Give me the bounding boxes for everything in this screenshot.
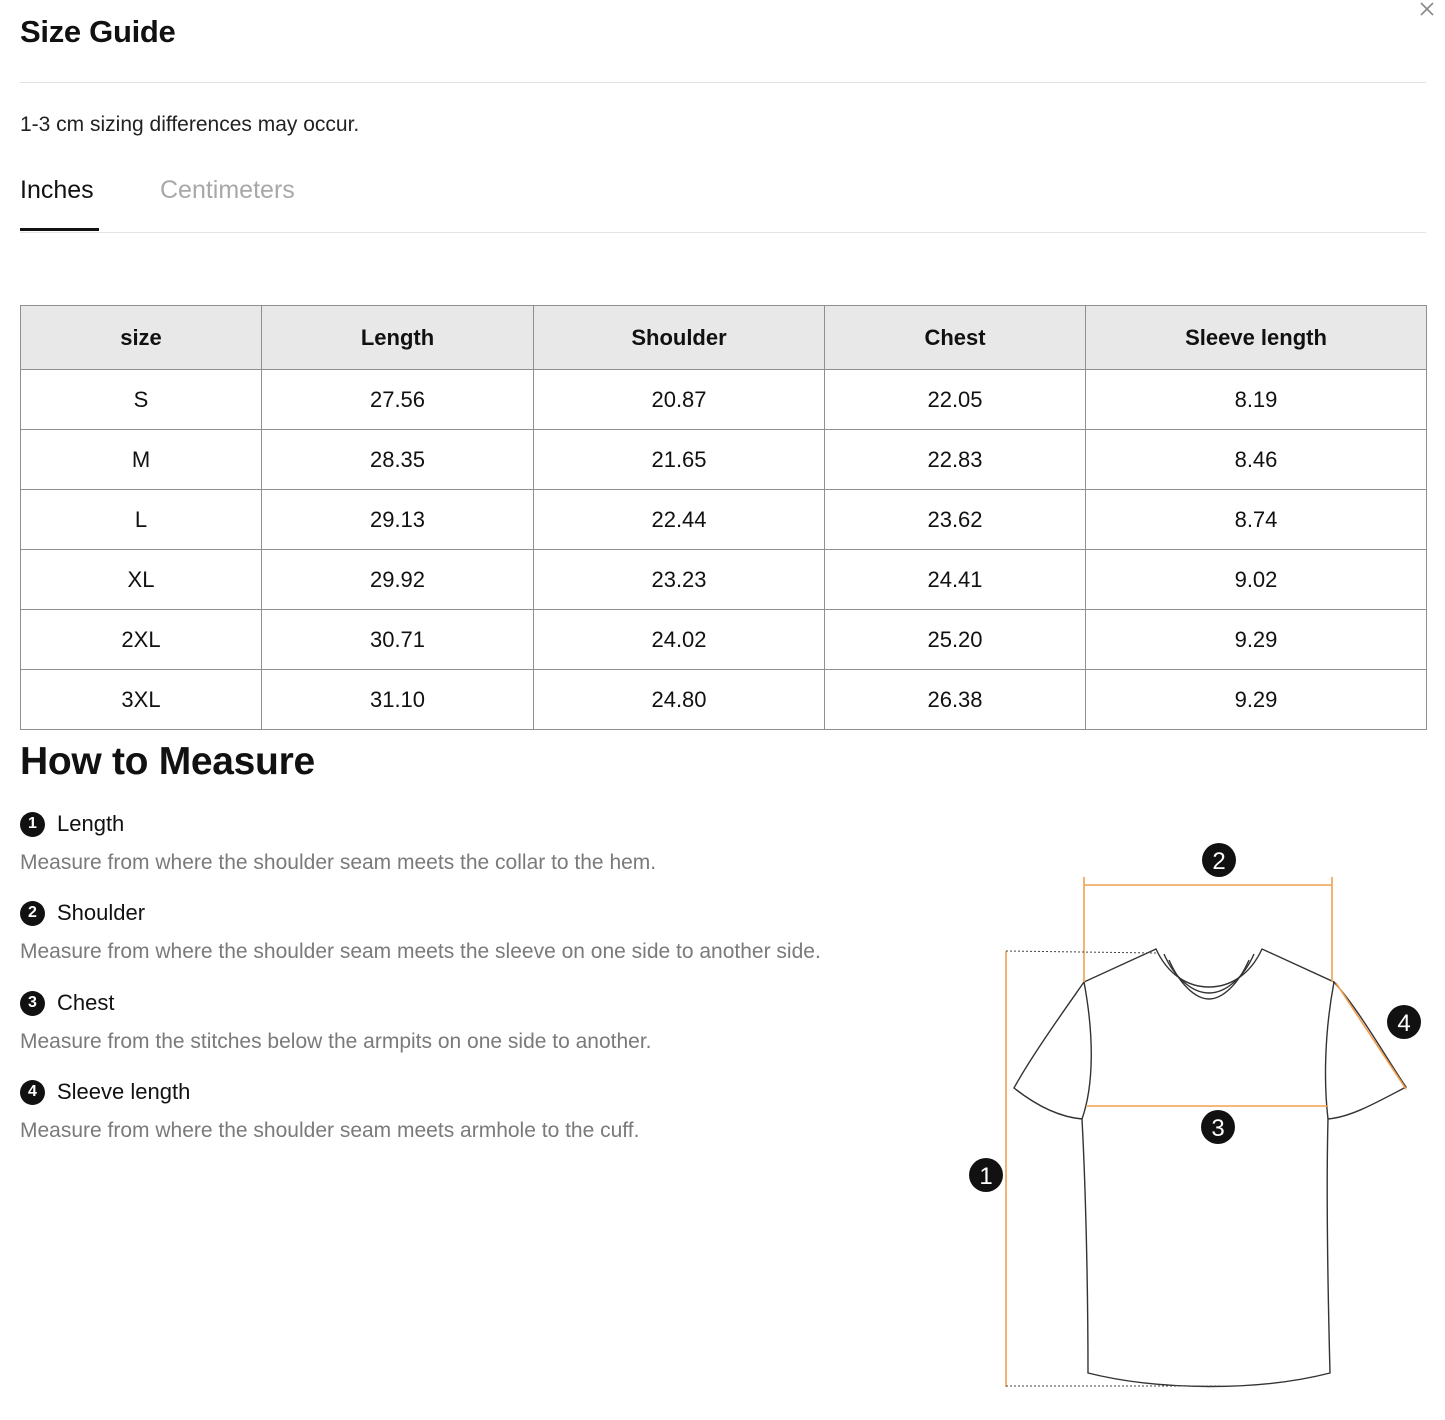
marker-4-label: 4 <box>1397 1010 1411 1037</box>
table-cell: 29.13 <box>262 490 534 550</box>
close-button[interactable] <box>1414 0 1440 22</box>
table-cell: 9.29 <box>1086 610 1427 670</box>
table-row <box>21 670 1427 730</box>
number-1-icon: 1 <box>20 812 45 837</box>
number-4-icon: 4 <box>20 1080 45 1105</box>
tshirt-diagram-icon <box>960 835 1430 1405</box>
col-header-shoulder: Shoulder <box>534 306 825 370</box>
table-cell: 27.56 <box>262 370 534 430</box>
table-cell: 20.87 <box>534 370 825 430</box>
tab-centimeters[interactable]: Centimeters <box>160 176 295 204</box>
table-cell: 24.41 <box>825 550 1086 610</box>
col-header-chest: Chest <box>825 306 1086 370</box>
marker-2-label: 2 <box>1212 848 1226 875</box>
table-cell: 8.19 <box>1086 370 1427 430</box>
number-2-icon: 2 <box>20 901 45 926</box>
measure-description: Measure from where the shoulder seam meets armhole to the cuff. <box>20 1119 640 1142</box>
measure-description: Measure from the stitches below the armpits on one side to another. <box>20 1030 652 1053</box>
marker-3-label: 3 <box>1211 1115 1225 1142</box>
measure-item-sleeve-length <box>20 1077 640 1142</box>
table-cell: 31.10 <box>262 670 534 730</box>
col-header-length: Length <box>262 306 534 370</box>
measure-label: Length <box>57 811 125 836</box>
table-cell: 24.02 <box>534 610 825 670</box>
size-table <box>20 305 1427 730</box>
marker-1-label: 1 <box>979 1163 993 1190</box>
measure-item-shoulder <box>20 898 821 963</box>
col-header-size: size <box>21 306 262 370</box>
tab-inches[interactable]: Inches <box>20 170 99 231</box>
table-cell: 22.44 <box>534 490 825 550</box>
table-cell: XL <box>21 550 262 610</box>
table-cell: 8.46 <box>1086 430 1427 490</box>
table-cell: 22.83 <box>825 430 1086 490</box>
marker-2-icon <box>1202 843 1236 877</box>
number-3-icon: 3 <box>20 991 45 1016</box>
table-cell: 22.05 <box>825 370 1086 430</box>
measure-description: Measure from where the shoulder seam meets the sleeve on one side to another side. <box>20 940 821 963</box>
table-cell: 21.65 <box>534 430 825 490</box>
header-divider <box>20 82 1426 83</box>
col-header-sleeve-length: Sleeve length <box>1086 306 1427 370</box>
table-cell: 25.20 <box>825 610 1086 670</box>
unit-tabs <box>20 170 1426 233</box>
table-row <box>21 550 1427 610</box>
close-icon <box>1414 0 1440 22</box>
table-cell: 28.35 <box>262 430 534 490</box>
table-cell: 3XL <box>21 670 262 730</box>
table-row <box>21 370 1427 430</box>
table-row <box>21 610 1427 670</box>
table-header-row <box>21 306 1427 370</box>
marker-4-icon <box>1387 1005 1421 1039</box>
tshirt-diagram <box>960 835 1430 1405</box>
marker-3-icon <box>1201 1110 1235 1144</box>
table-cell: 29.92 <box>262 550 534 610</box>
table-cell: 2XL <box>21 610 262 670</box>
table-row <box>21 430 1427 490</box>
how-to-measure-heading: How to Measure <box>20 740 315 783</box>
measure-label: Shoulder <box>57 900 146 925</box>
table-cell: S <box>21 370 262 430</box>
measure-item-chest <box>20 988 652 1053</box>
measure-item-length <box>20 809 657 874</box>
table-cell: 30.71 <box>262 610 534 670</box>
measure-label: Sleeve length <box>57 1079 191 1104</box>
sizing-note: 1-3 cm sizing differences may occur. <box>20 113 360 136</box>
measure-label: Chest <box>57 990 115 1015</box>
table-cell: 23.62 <box>825 490 1086 550</box>
modal-title: Size Guide <box>20 14 176 49</box>
table-cell: L <box>21 490 262 550</box>
table-row <box>21 490 1427 550</box>
table-cell: 23.23 <box>534 550 825 610</box>
measure-description: Measure from where the shoulder seam meets the collar to the hem. <box>20 851 657 874</box>
table-cell: 26.38 <box>825 670 1086 730</box>
table-cell: M <box>21 430 262 490</box>
table-cell: 8.74 <box>1086 490 1427 550</box>
marker-1-icon <box>969 1158 1003 1192</box>
table-cell: 24.80 <box>534 670 825 730</box>
table-cell: 9.29 <box>1086 670 1427 730</box>
table-cell: 9.02 <box>1086 550 1427 610</box>
